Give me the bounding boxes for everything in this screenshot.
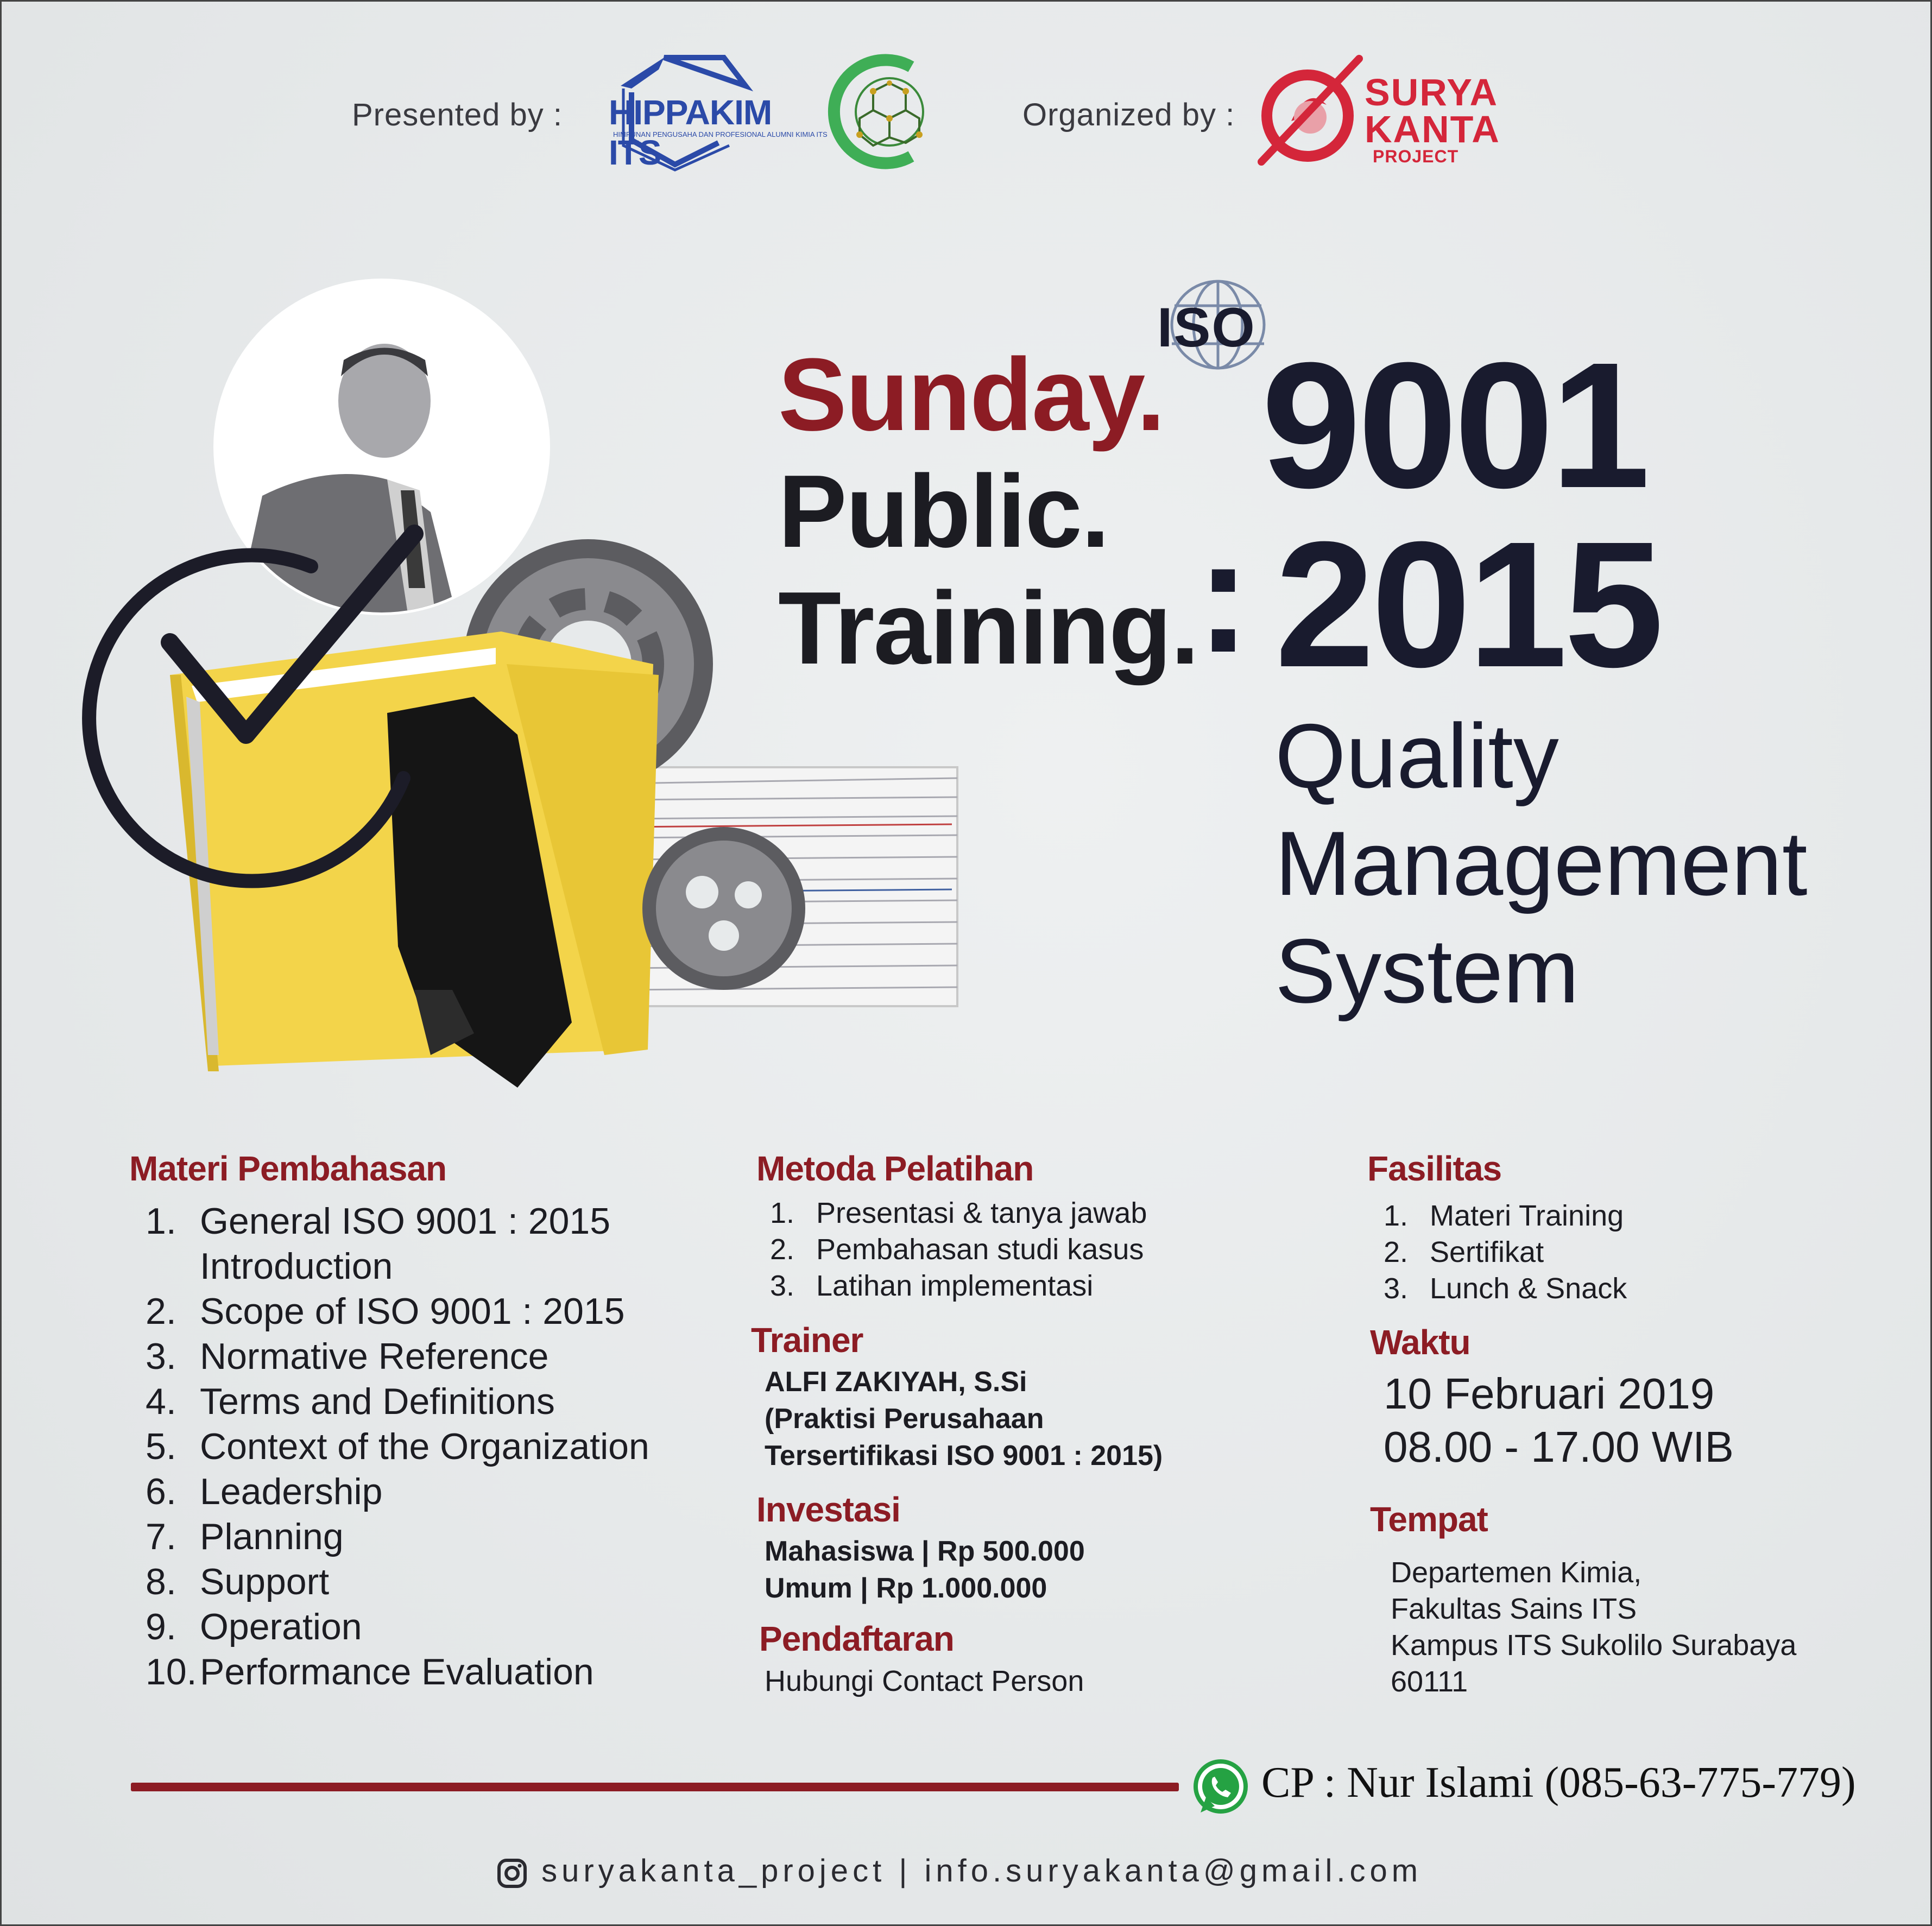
event-date: 10 Februari 2019 <box>1384 1369 1715 1418</box>
surya-logo-line2: KANTA <box>1365 108 1500 150</box>
qms-line3: System <box>1275 920 1580 1022</box>
list-item: 2. Scope of ISO 9001 : 2015 <box>146 1291 625 1332</box>
contact-text: CP : Nur Islami (085-63-775-779) <box>1261 1759 1856 1807</box>
trainer-line2: (Praktisi Perusahaan <box>765 1403 1044 1435</box>
title-9001: 9001 <box>1261 325 1647 525</box>
list-item: 1. General ISO 9001 : 2015 Introduction <box>146 1201 611 1287</box>
instagram-handle[interactable]: suryakanta_project <box>541 1853 886 1889</box>
pendaftaran-text: Hubungi Contact Person <box>765 1665 1084 1697</box>
iso-badge <box>1153 273 1278 376</box>
list-item: 6. Leadership <box>146 1471 383 1512</box>
waktu-heading: Waktu <box>1370 1323 1470 1362</box>
presented-by-label: Presented by : <box>352 97 563 132</box>
price-umum: Umum | Rp 1.000.000 <box>765 1573 1047 1604</box>
chemistry-logo <box>830 53 938 170</box>
title-public: Public. <box>778 454 1109 569</box>
list-item: 5. Context of the Organization <box>146 1426 649 1467</box>
gear-image <box>642 827 805 990</box>
list-item: 8. Support <box>146 1561 330 1602</box>
trainer-heading: Trainer <box>751 1321 863 1360</box>
list-item: 10. Performance Evaluation <box>146 1651 594 1693</box>
list-item: 2. Pembahasan studi kasus <box>770 1233 1144 1266</box>
metoda-heading: Metoda Pelatihan <box>756 1149 1034 1188</box>
hippakim-logo-subtitle: HIMPUNAN PENGUSAHA DAN PROFESIONAL ALUMNI KIMIA ITS <box>613 130 828 138</box>
surya-logo-line1: SURYA <box>1365 71 1499 113</box>
address-line2: Fakultas Sains ITS <box>1391 1593 1637 1625</box>
list-item: 7. Planning <box>146 1516 344 1557</box>
email-link[interactable]: info.suryakanta@gmail.com <box>924 1853 1423 1889</box>
divider-rule <box>131 1783 1179 1791</box>
trainer-info <box>765 1363 1163 1474</box>
trainer-name: ALFI ZAKIYAH, S.Si <box>765 1366 1027 1398</box>
title-sunday: Sunday. <box>778 337 1164 452</box>
list-item: 3. Lunch & Snack <box>1384 1272 1627 1305</box>
list-item: 1. Materi Training <box>1384 1199 1624 1232</box>
tempat-heading: Tempat <box>1370 1500 1488 1539</box>
list-item: 1. Presentasi & tanya jawab <box>770 1197 1147 1229</box>
footer-separator: | <box>899 1853 912 1889</box>
suryakanta-logo <box>1256 53 1500 173</box>
title-colon: : <box>1196 504 1251 686</box>
iso-badge-text: ISO <box>1157 296 1256 358</box>
price-mahasiswa: Mahasiswa | Rp 500.000 <box>765 1536 1085 1567</box>
address-line4: 60111 <box>1391 1665 1468 1698</box>
tempat-address <box>1391 1555 1796 1700</box>
list-item: 3. Normative Reference <box>146 1336 549 1377</box>
investasi-info <box>765 1533 1085 1607</box>
instagram-icon <box>496 1853 541 1889</box>
list-item: 3. Latihan implementasi <box>770 1270 1094 1302</box>
list-item: 2. Sertifikat <box>1384 1236 1544 1268</box>
metoda-list <box>770 1195 1147 1304</box>
materi-list <box>146 1199 649 1695</box>
title-training: Training. <box>778 571 1198 686</box>
fasilitas-list <box>1384 1198 1627 1307</box>
organized-by-label: Organized by : <box>1022 97 1235 132</box>
hippakim-logo-text: HIPPAKIM ITS <box>609 93 772 172</box>
address-line1: Departemen Kimia, <box>1391 1556 1642 1589</box>
trainer-line3: Tersertifikasi ISO 9001 : 2015) <box>765 1440 1163 1472</box>
footer <box>496 1851 1422 1890</box>
investasi-heading: Investasi <box>756 1490 900 1529</box>
title-2015: 2015 <box>1275 504 1661 704</box>
address-line3: Kampus ITS Sukolilo Surabaya <box>1391 1629 1797 1662</box>
whatsapp-icon <box>1191 1758 1251 1829</box>
fasilitas-heading: Fasilitas <box>1367 1149 1502 1188</box>
pendaftaran-heading: Pendaftaran <box>759 1619 954 1658</box>
event-time: 08.00 - 17.00 WIB <box>1384 1423 1734 1471</box>
waktu-info <box>1384 1367 1734 1474</box>
list-item: 9. Operation <box>146 1606 362 1647</box>
title-qms <box>1275 702 1808 1025</box>
list-item: 4. Terms and Definitions <box>146 1381 555 1422</box>
surya-logo-line3: PROJECT <box>1373 147 1459 166</box>
materi-heading: Materi Pembahasan <box>129 1149 447 1188</box>
hippakim-logo <box>599 53 828 172</box>
qms-line1: Quality <box>1275 705 1559 807</box>
qms-line2: Management <box>1275 812 1808 914</box>
